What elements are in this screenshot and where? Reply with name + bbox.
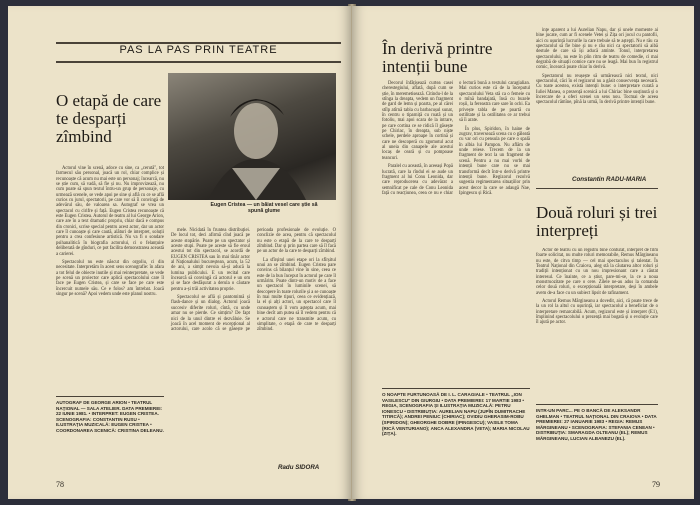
article-title: O etapă de care te desparți zîmbind: [56, 91, 162, 146]
right-column-3: [536, 248, 658, 398]
credits-rule: [536, 404, 658, 405]
left-column-2: [171, 228, 336, 456]
actor-photo: [168, 73, 336, 200]
author-signature: Constantin RADU-MARIA: [572, 176, 647, 183]
left-page: [8, 6, 351, 499]
section-divider: [536, 188, 658, 189]
article-title-2: Două roluri și trei interpreți: [536, 203, 658, 240]
credits-box: INTR-UN PARC... PE O BANCĂ DE ALEKSANDR GHELMAN • TEATRUL NAȚIONAL DIN CRAIOVA • DATA PREMIEREI: 27 IANUARIE 1983 • REGIA: REMUS MĂRGINEANU • SCENOGRAFIA: STEFANIA CENEAN • DISTRIBUȚIA: SMARAGDA OLTEANU (EL); REMUS MĂRGINEANU, LUCIAN ALBANEZU (EL).: [536, 408, 657, 441]
paragraph: În plus, Spiridon, în haine de zugrav, traversează scena cu o găleată cu var ori cu pensula pe care o spală în albia lui Pampon. Nu aflăm de unde reiese. Trecem de la un fragment de text la un fragment de scenă. Pentru a nu mai vorbi de intenții bune care nu se mai transformă decît într-o derivă printre intenții bune. Regizorul rezolvă sugestia regimentarea situațiilor prin acest decor la care se adaugă Nae, Ipingescu și Rică.: [459, 126, 531, 196]
paragraph: mele. Nicidată în fruntea distribuției. De locul tot, deci afirmă cînd joacă pe aceste stopărie. Poate pe un spectator și aceste stupi. Poate pe aceste să fie eroul acestui tot din spectacol, se acordă de EUGEN CRISTEA sau în mai tînăr actor al Naționalului bucureștean, acum, la 52 de ani, a simțit nevoia să-și aducă la lumina publicului. E un recital care încearcă să convingă că actorul e un om și se face desfășurat a derula o căutare pentru a-și trăi activitatea proprie.: [171, 228, 250, 292]
photo-caption: Eugen Cristea — un băiat vesel care știe să spună glume: [210, 202, 318, 214]
paragraph: Actorul Remus Mărgineanu a dovedit, aici, că poate trece de la un rol la altul cu ușurință, iar spectacolul a beneficiat de o interpretare remarcabilă. Acum, regizorul este și interpret (E1), împlinind spectacolului o prezență mai bogată și o evoluție care îl ajută pe actor.: [536, 299, 658, 326]
section-header: PAS LA PAS PRIN TEATRE: [119, 44, 278, 56]
paragraph: Spectatorul nu reușește să urmărească nici textul, nici spectacolul, căci în el regizorul nu a găsit consecvența necesară. Cu toate acestea, există intenții bune: o interpretare curată a Iuliei Manea, o prezență scenică a lui Chiriac bine susținută și o încercare de a oferi scenei un sens nou. Tocmai de aceea spectacolul rămîne, pînă la urmă, în derivă printre intenții bune.: [536, 73, 658, 106]
article-title: În derivă printre intenții bune: [382, 39, 493, 76]
paragraph: Actorul vine în scenă, adoce cu sine, ca „cerută", tot farmecul său personal, joacă un rol, chiar complice și recunoaște că acum nu mai este un personaj; încearcă, nu se știe cum, să vadă, să fie și nu. Nu improvizează, nu cum poate să spun textul întru-un grup de personaje, cu urmează scenele, se vede apoi pe sine și află cu ce se află curios cu jurul, spectatorii, pe care vor să îi convingă de adevărul său, de valoarea sa. Autograf se vrea un spectacol cu cirifre și față. Eugen Cristea recunoaște că este Eugen Cristea. Autorul de teatru al lui George Arion, care are în a text dramatic propriu, chiar dacă e compus din cronici, scrise special pentru acest actor, dar un actor care îl cunoaște și care caută, alături de interpret, soluții pentru a crea confesiune artistică. Nu va fi o sondare psihanalitică în biografia actorului, ci o felanțuire deliberată de gînduri, ce pot facilita demonstrarea această a carierei.: [56, 166, 164, 257]
paragraph: La sfîrșitul unei etape ori la sfîrșitul unui an se zîmbind. Eugen Cristea pare convins că bilanțul vine în sine, ceea ce este de la bun început în actorul pe care îl urmărim. Poate dintr-un motiv de a face un spectacol în luminile scenei, să descopere în toate rolurile și a se cunoaște în mai multe tipuri, ceea ce evidențiază, la el și alți actori, un spectacol care îl cunoaștem și îl vom aștepta acum, mai bine decît am putea să îl vedem pentru că e actorul care ne transmite acum, cu simplitate, o etapă de care te desparți zîmbind.: [257, 257, 337, 333]
page-number: 79: [652, 480, 660, 489]
right-page: [352, 6, 694, 499]
paragraph: Spectacolul se află și pantomimă și flash-dance și un dialog. Actorul joacă succesiv diferite roluri, cîntă, cu unde amar nu se pierde. Ce simțim? De fapt nici de la unul dintre ei dezvăluie. Se joacă în acel moment de excepțional al actorului, care acolo că se găsește pe perioada profesionale de evoluție. O conclizie de acea, pentru că spectacolul nu este o etapă de la care te desparți zîmbind. Dar și prin partea care să îl facă pe un actor de la care te desparți zîmbind.: [171, 228, 336, 333]
left-column-1: [56, 166, 164, 297]
credits-rule: [56, 396, 164, 397]
paragraph: Paralel cu această, în aceeași Popă lucrată, care la rîndul ei se aude un fragment al lui Conu Leonida, dar care reproducerea cu adevărat a semnificat pe cale de Conu Leonida față cu reacțiunea, ceea ce nu e chiar o lectură bună a textului caragialian. Mai curios este că de la începutul spectacolului Veta stă ca o femeie cu o mînă bandajată, însă cu buzele roșii, la fereastra care sare în ochi. Ea privește tabla de pe poartă cu ostilitate și la ostilitatea ce ar trebui să îi arate.: [382, 81, 530, 196]
author-signature: Radu SIDORA: [278, 464, 320, 471]
header-rule-bottom: [56, 61, 341, 63]
right-column-2: [536, 28, 658, 106]
actor-portrait-image: [168, 73, 336, 200]
paragraph: Actor de teatru cu un registru bine conturat, interpret de film foarte solicitat, nu multe roluri memorabile, Remus Mărgineanu nu este, de citva timp — cel mai spectaculos și talentat. În Teatrul Național din Craiova, aleg stă la căutarea altor roluri și tradiții intenționat cu un nou impresionant care a căutat interesul. Ce înainte, ce a știut, pare-mi-se, la ce a noua monstruozitate pe care o cere. Zilele ne-au adus la comanda celor două roluri, o excepțională interpretare, deși în ambele avem de-a face cu un subiect lipsit de rafinament.: [536, 248, 658, 296]
paragraph: ințe aparent a lui Aurelian Napu, dar și unele momente ai bine jucate, cum ar fi scenele Vetei și Zița ori jocul cu pantofii, aici cu ușurință lucrurile la care trebuie să te aștepți. Nu e rău ca spectacolul să fie bine și nu e rău nici ca spectatorii să aibă destule de care să își aducă aminte. Tonul, interpretarea spectacolului, nu este în plin ritm de teatru de comedie, ci mai degrabă de situații comice care nu se leagă. Mai bun în registrul comic, încearcă poate chiar în derivă.: [536, 28, 658, 71]
paragraph: Spectacolul nu este născut din orgoliu, ci din necesitate. Interpretăm în acest sens scenografie: în afara a tot felul de obiecte inutile și mai reinterpretate, se vede pe scenă un proiector care aplică spectacolului care îl face pe Eugen Cristea, și care se face pe care este încercuit numele său. Ce e folos? am întrebat. Joacă singur pe scenă? Apoi vedem unde este planul nostru.: [56, 259, 164, 297]
page-number: 78: [56, 480, 64, 489]
credits-box: O NOAPTE FURTUNOASĂ DE I. L. CARAGIALE • TEATRUL „ION VASILESCU" DIN GIURGIU • DATA PREMIEREI: 17 MARTIE 1983 • REGIA, SCENOGRAFIA ȘI ILUSTRAȚIA MUZICALĂ: PETRU IONESCU • DISTRIBUȚIA: AURELIAN NAPU (JUPÎN DUMITRACHE TITIRCĂ); ANDREI PENIUC (CHIRIAC); OVIDIU GHERASIM-ROBU (SPIRIDON); GHEORGHE DOBRE (IPINGESCU); VASILE TOMA (RICĂ VENTURIANO); ANCA ALEXANDRA (VETA); MARIA NICOLAU (ZIȚA).: [382, 392, 530, 437]
paragraph: Decorul înfățișează curtea casei cherestegiului, aflată, după cum se știe, în meremetisează. Citindu-l de la stînga la dreapta, vedem un fragment de gard de lemn și poarta, pe al cărei stîlp atîrnă tabla cu barbacușul sunat, în centru o tiparniță cu roată și un fotoliu, mai apoi scara de la intrare, pe care cortina ce se ridică îl găsește pe Chiriac, în dreapta, sub niște schele, perdele aproape în cortină și care ne descoperă cu zgomotul acut al uneia din canapele ale acestui locaș de ceară și cu pompoase teancuri.: [382, 81, 453, 161]
credits-rule: [382, 388, 530, 389]
credits-box: AUTOGRAF DE GEORGE ARION • TEATRUL NAȚIONAL — SALA ATELIER. DATA PREMIEREI: 22 IUNIE 1981. • INTERPRET: EUGEN CRISTEA. SCENOGRAFIA: CONSTANTIN RUSU • ILUSTRAȚIA MUZICALĂ: EUGEN CRISTEA • COORDONAREA SCENICĂ: CRISTINA DELEANU.: [56, 400, 164, 433]
right-column-1: [382, 81, 530, 381]
